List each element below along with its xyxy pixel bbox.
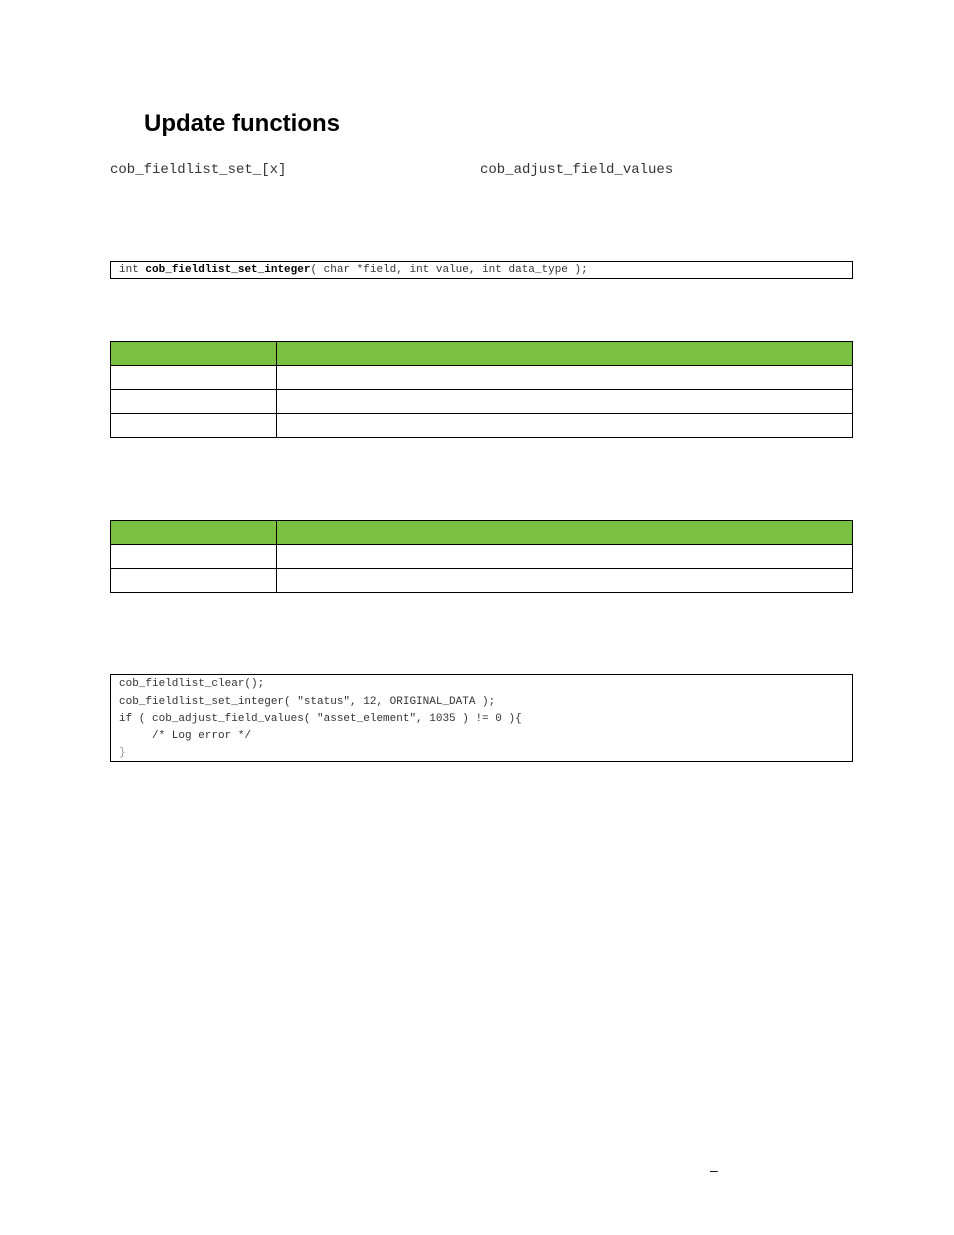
parameters-table	[110, 341, 853, 438]
table-row	[111, 545, 853, 569]
table-cell	[111, 366, 277, 390]
table-row	[111, 390, 853, 414]
table-cell	[111, 390, 277, 414]
table-cell	[277, 545, 853, 569]
table-cell	[277, 569, 853, 593]
code-line: cob_fieldlist_set_integer( "status", 12, ORIGINAL_DATA );	[119, 696, 496, 708]
code-line: /* Log error */	[152, 730, 252, 742]
code-line: cob_fieldlist_clear();	[119, 678, 265, 690]
table-cell	[111, 545, 277, 569]
signature-box	[110, 261, 853, 279]
table-header-row	[111, 342, 853, 366]
signature-line	[111, 262, 852, 278]
table-header-cell	[277, 342, 853, 366]
code-example-box	[110, 674, 853, 762]
table-cell	[277, 366, 853, 390]
signature-function-name: cob_fieldlist_set_integer	[145, 264, 311, 276]
table-row	[111, 569, 853, 593]
table-cell	[111, 414, 277, 438]
signature-params: ( char *field, int value, int data_type );	[310, 264, 588, 276]
table-header-cell	[111, 521, 277, 545]
table-header-cell	[277, 521, 853, 545]
code-line: if ( cob_adjust_field_values( "asset_element", 1035 ) != 0 ){	[119, 713, 522, 725]
table-cell	[277, 390, 853, 414]
table-header-row	[111, 521, 853, 545]
table-row	[111, 414, 853, 438]
function-name-set: cob_fieldlist_set_[x]	[110, 162, 287, 178]
table-cell	[277, 414, 853, 438]
function-name-adjust: cob_adjust_field_values	[480, 162, 674, 178]
signature-return-type: int	[119, 264, 139, 276]
return-values-table	[110, 520, 853, 593]
section-heading: Update functions	[144, 110, 340, 137]
table-cell	[111, 569, 277, 593]
table-header-cell	[111, 342, 277, 366]
code-line: }	[119, 747, 126, 759]
table-row	[111, 366, 853, 390]
page-footer-mark: –	[710, 1162, 718, 1178]
